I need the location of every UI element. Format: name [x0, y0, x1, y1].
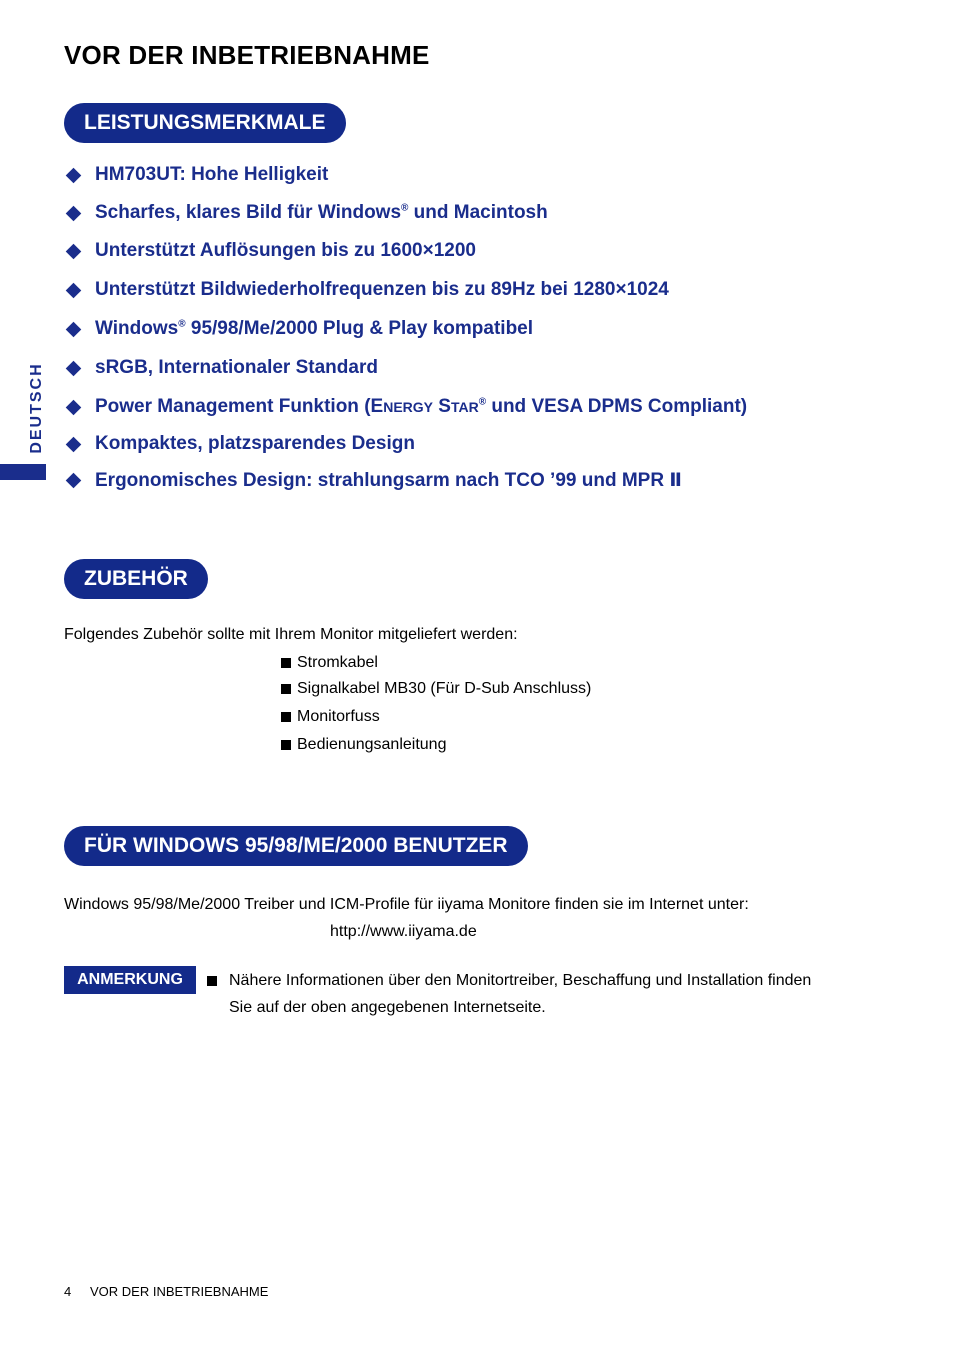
- accessory-text: Stromkabel: [297, 654, 378, 671]
- language-side-label: DEUTSCH: [28, 362, 45, 454]
- page-number: 4: [64, 1284, 72, 1299]
- windows-text: Windows 95/98/Me/2000 Treiber und ICM-Profile für iiyama Monitore finden sie im Internet unter:: [64, 896, 749, 913]
- square-bullet-icon: [281, 684, 291, 694]
- list-item: [66, 396, 747, 418]
- list-item: [66, 164, 328, 186]
- footer-title: VOR DER INBETRIEBNAHME: [90, 1284, 269, 1299]
- list-item: [66, 318, 533, 340]
- diamond-bullet-icon: [66, 321, 82, 337]
- diamond-bullet-icon: [66, 282, 82, 298]
- list-item: [66, 469, 682, 492]
- feature-text: Unterstützt Auflösungen bis zu 1600×1200: [95, 240, 476, 261]
- diamond-bullet-icon: [66, 360, 82, 376]
- list-item: [66, 240, 476, 262]
- list-item: [66, 433, 415, 455]
- list-item: [281, 654, 378, 672]
- feature-text: Windows® 95/98/Me/2000 Plug & Play kompatibel: [95, 318, 534, 339]
- square-bullet-icon: [281, 658, 291, 668]
- feature-text: sRGB, Internationaler Standard: [95, 357, 378, 378]
- accessory-text: Signalkabel MB30 (Für D-Sub Anschluss): [297, 680, 592, 697]
- list-item: [281, 708, 380, 726]
- section-header-features: LEISTUNGSMERKMALE: [64, 103, 346, 143]
- square-bullet-icon: [207, 976, 217, 986]
- accessory-text: Bedienungsanleitung: [297, 736, 447, 753]
- diamond-bullet-icon: [66, 473, 82, 489]
- diamond-bullet-icon: [66, 243, 82, 259]
- diamond-bullet-icon: [66, 205, 82, 221]
- list-item: [66, 202, 548, 224]
- diamond-bullet-icon: [66, 399, 82, 415]
- square-bullet-icon: [281, 740, 291, 750]
- note-bullet: [207, 972, 223, 990]
- square-bullet-icon: [281, 712, 291, 722]
- language-side-bar: [0, 464, 46, 480]
- note-line-2: Sie auf der oben angegebenen Internetseite.: [229, 999, 546, 1016]
- note-tag: ANMERKUNG: [64, 966, 196, 994]
- list-item: [66, 357, 378, 379]
- website-link[interactable]: http://www.iiyama.de: [330, 923, 477, 940]
- feature-text: Scharfes, klares Bild für Windows® und Macintosh: [95, 202, 548, 223]
- note-line-1: Nähere Informationen über den Monitortreiber, Beschaffung und Installation finden: [229, 972, 812, 989]
- list-item: [66, 279, 669, 301]
- section-header-windows: FÜR WINDOWS 95/98/ME/2000 BENUTZER: [64, 826, 528, 866]
- feature-text: Ergonomisches Design: strahlungsarm nach TCO ’99 und MPR Ⅱ: [95, 470, 682, 491]
- list-item: [281, 680, 591, 698]
- accessories-intro: Folgendes Zubehör sollte mit Ihrem Monitor mitgeliefert werden:: [64, 626, 518, 643]
- feature-text: Kompaktes, platzsparendes Design: [95, 433, 415, 454]
- feature-text: HM703UT: Hohe Helligkeit: [95, 164, 329, 185]
- feature-text: Unterstützt Bildwiederholfrequenzen bis zu 89Hz bei 1280×1024: [95, 279, 669, 300]
- accessory-text: Monitorfuss: [297, 708, 380, 725]
- diamond-bullet-icon: [66, 167, 82, 183]
- feature-text: Power Management Funktion (ENERGY STAR® und VESA DPMS Compliant): [95, 396, 748, 417]
- diamond-bullet-icon: [66, 436, 82, 452]
- page-title: VOR DER INBETRIEBNAHME: [64, 40, 430, 70]
- list-item: [281, 736, 446, 754]
- section-header-accessories: ZUBEHÖR: [64, 559, 208, 599]
